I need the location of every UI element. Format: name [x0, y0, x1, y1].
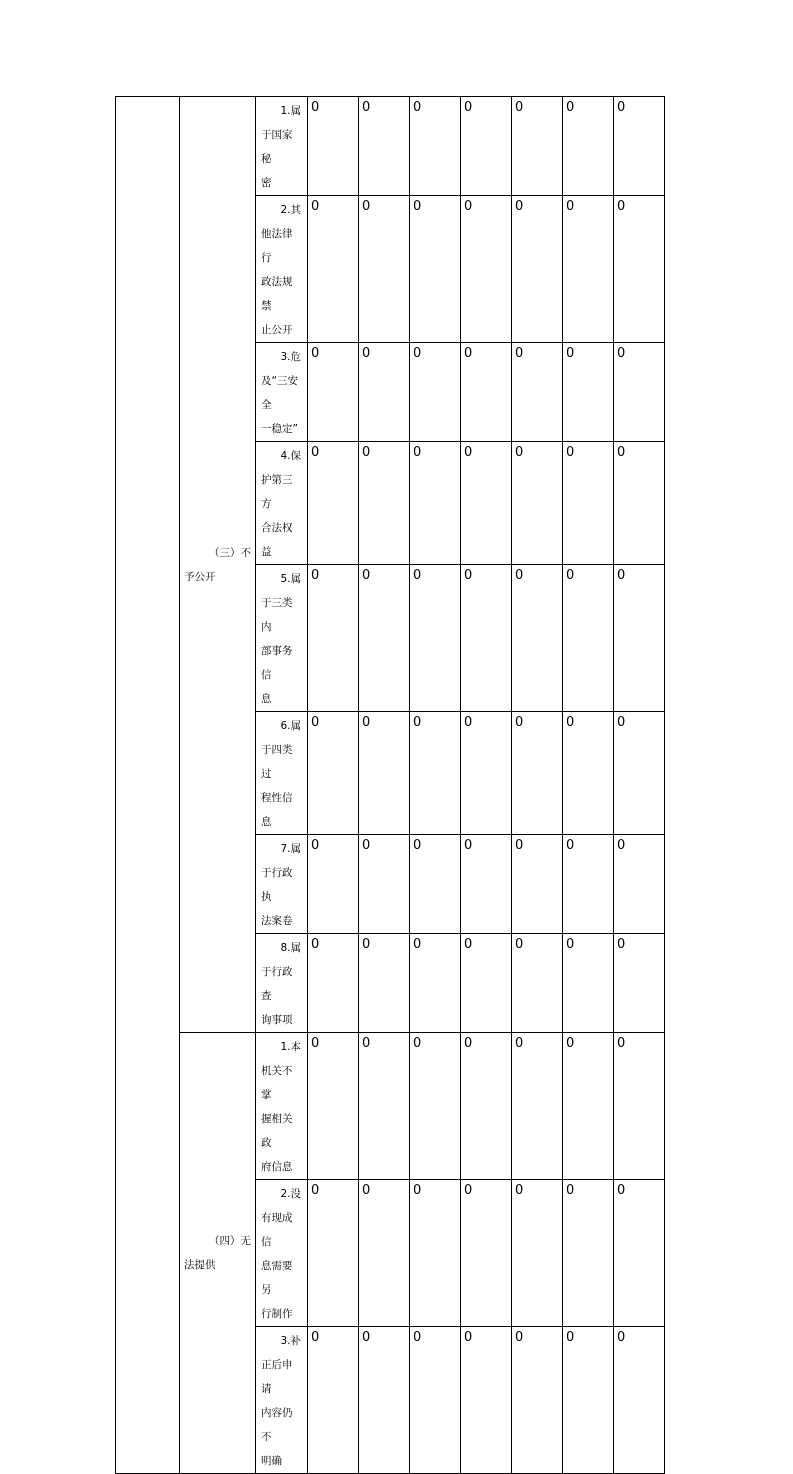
value-cell: 0: [308, 97, 359, 196]
value-cell: 0: [359, 934, 410, 1033]
value-cell: 0: [512, 196, 563, 343]
table-row: [116, 97, 665, 196]
value-cell: 0: [461, 97, 512, 196]
value-cell: 0: [614, 565, 665, 712]
group-not-disclosed: [180, 97, 256, 1033]
value-cell: 0: [614, 712, 665, 835]
value-cell: 0: [563, 1327, 614, 1474]
reason-line: 护第三方: [261, 474, 293, 510]
value-cell: 0: [410, 1327, 461, 1474]
value-cell: 0: [359, 835, 410, 934]
value-cell: 0: [563, 343, 614, 442]
reason-line: 息: [261, 693, 272, 705]
reason-cell: [256, 835, 308, 934]
value-cell: 0: [410, 934, 461, 1033]
value-cell: 0: [410, 565, 461, 712]
reason-line: 息需要另: [261, 1260, 293, 1296]
disclosure-stats-table: [115, 96, 665, 1474]
value-cell: 0: [563, 97, 614, 196]
reason-cell: [256, 712, 308, 835]
reason-line: 询事项: [261, 1014, 293, 1026]
reason-cell: [256, 97, 308, 196]
reason-line: 1.本: [280, 1041, 301, 1053]
reason-line: 于四类过: [261, 744, 293, 780]
reason-line: 于国家秘: [261, 129, 293, 165]
group-label-line: 予公开: [184, 570, 216, 583]
value-cell: 0: [614, 442, 665, 565]
reason-line: 合法权益: [261, 522, 293, 558]
reason-line: 5.属: [280, 573, 301, 585]
value-cell: 0: [308, 442, 359, 565]
reason-line: 8.属: [280, 942, 301, 954]
reason-line: 3.补: [280, 1335, 301, 1347]
value-cell: 0: [359, 343, 410, 442]
value-cell: 0: [359, 712, 410, 835]
value-cell: 0: [359, 196, 410, 343]
reason-line: 止公开: [261, 324, 293, 336]
value-cell: 0: [410, 442, 461, 565]
group-label-line: 法提供: [184, 1259, 216, 1271]
value-cell: 0: [563, 835, 614, 934]
reason-line: 于行政执: [261, 867, 293, 903]
reason-line: 法案卷: [261, 915, 293, 927]
value-cell: 0: [308, 1327, 359, 1474]
value-cell: 0: [410, 97, 461, 196]
reason-line: 1.属: [280, 105, 301, 117]
value-cell: 0: [359, 97, 410, 196]
value-cell: 0: [563, 1033, 614, 1180]
value-cell: 0: [461, 1327, 512, 1474]
value-cell: 0: [308, 712, 359, 835]
reason-line: 握相关政: [261, 1113, 293, 1149]
value-cell: 0: [410, 196, 461, 343]
reason-line: 程性信息: [261, 792, 293, 828]
value-cell: 0: [512, 1180, 563, 1327]
reason-line: 有现成信: [261, 1212, 293, 1248]
value-cell: 0: [410, 835, 461, 934]
reason-cell: [256, 343, 308, 442]
reason-line: 3.危: [280, 351, 301, 363]
reason-line: 正后申请: [261, 1359, 293, 1395]
reason-line: 4.保: [280, 450, 301, 462]
reason-line: 明确: [261, 1455, 282, 1467]
value-cell: 0: [563, 565, 614, 712]
value-cell: 0: [563, 442, 614, 565]
value-cell: 0: [359, 1327, 410, 1474]
value-cell: 0: [614, 1327, 665, 1474]
reason-line: 内容仍不: [261, 1407, 293, 1443]
group-label-line: （四）无: [209, 1235, 251, 1247]
reason-line: 6.属: [280, 720, 301, 732]
value-cell: 0: [614, 97, 665, 196]
value-cell: 0: [359, 1180, 410, 1327]
value-cell: 0: [461, 835, 512, 934]
reason-line: 于行政查: [261, 966, 293, 1002]
reason-cell: [256, 196, 308, 343]
value-cell: 0: [512, 442, 563, 565]
value-cell: 0: [512, 97, 563, 196]
value-cell: 0: [359, 565, 410, 712]
value-cell: 0: [461, 934, 512, 1033]
value-cell: 0: [410, 1033, 461, 1180]
value-cell: 0: [512, 934, 563, 1033]
reason-line: 行制作: [261, 1308, 293, 1320]
reason-line: 密: [261, 177, 272, 189]
value-cell: 0: [512, 835, 563, 934]
value-cell: 0: [563, 712, 614, 835]
value-cell: 0: [512, 712, 563, 835]
value-cell: 0: [512, 343, 563, 442]
category-column-cell: [116, 97, 180, 1474]
value-cell: 0: [410, 712, 461, 835]
reason-line: 及“三安全: [261, 375, 298, 411]
value-cell: 0: [614, 1033, 665, 1180]
value-cell: 0: [410, 343, 461, 442]
value-cell: 0: [359, 442, 410, 565]
value-cell: 0: [308, 343, 359, 442]
value-cell: 0: [614, 343, 665, 442]
value-cell: 0: [614, 835, 665, 934]
reason-line: 一稳定”: [261, 423, 298, 435]
value-cell: 0: [308, 1033, 359, 1180]
value-cell: 0: [461, 712, 512, 835]
group-label-line: （三）不: [209, 546, 251, 559]
value-cell: 0: [461, 343, 512, 442]
reason-line: 部事务信: [261, 645, 293, 681]
reason-cell: [256, 1180, 308, 1327]
value-cell: 0: [308, 565, 359, 712]
reason-line: 于三类内: [261, 597, 293, 633]
reason-cell: [256, 565, 308, 712]
reason-cell: [256, 934, 308, 1033]
value-cell: 0: [614, 196, 665, 343]
value-cell: 0: [410, 1180, 461, 1327]
value-cell: 0: [512, 1327, 563, 1474]
value-cell: 0: [614, 1180, 665, 1327]
value-cell: 0: [563, 196, 614, 343]
value-cell: 0: [512, 565, 563, 712]
reason-line: 2.没: [280, 1188, 301, 1200]
value-cell: 0: [461, 1180, 512, 1327]
reason-line: 7.属: [280, 843, 301, 855]
value-cell: 0: [563, 934, 614, 1033]
reason-line: 府信息: [261, 1161, 293, 1173]
reason-line: 政法规禁: [261, 276, 293, 312]
value-cell: 0: [512, 1033, 563, 1180]
value-cell: 0: [308, 196, 359, 343]
value-cell: 0: [308, 835, 359, 934]
table-body: [116, 97, 665, 1474]
group-cannot-provide: [180, 1033, 256, 1474]
value-cell: 0: [461, 196, 512, 343]
reason-line: 机关不掌: [261, 1065, 293, 1101]
value-cell: 0: [308, 1180, 359, 1327]
value-cell: 0: [563, 1180, 614, 1327]
reason-cell: [256, 1327, 308, 1474]
reason-cell: [256, 442, 308, 565]
value-cell: 0: [461, 1033, 512, 1180]
table-row: [116, 1033, 665, 1180]
value-cell: 0: [461, 565, 512, 712]
value-cell: 0: [461, 442, 512, 565]
value-cell: 0: [359, 1033, 410, 1180]
value-cell: 0: [614, 934, 665, 1033]
value-cell: 0: [308, 934, 359, 1033]
reason-line: 他法律行: [261, 228, 293, 264]
reason-cell: [256, 1033, 308, 1180]
reason-line: 2.其: [280, 204, 301, 216]
